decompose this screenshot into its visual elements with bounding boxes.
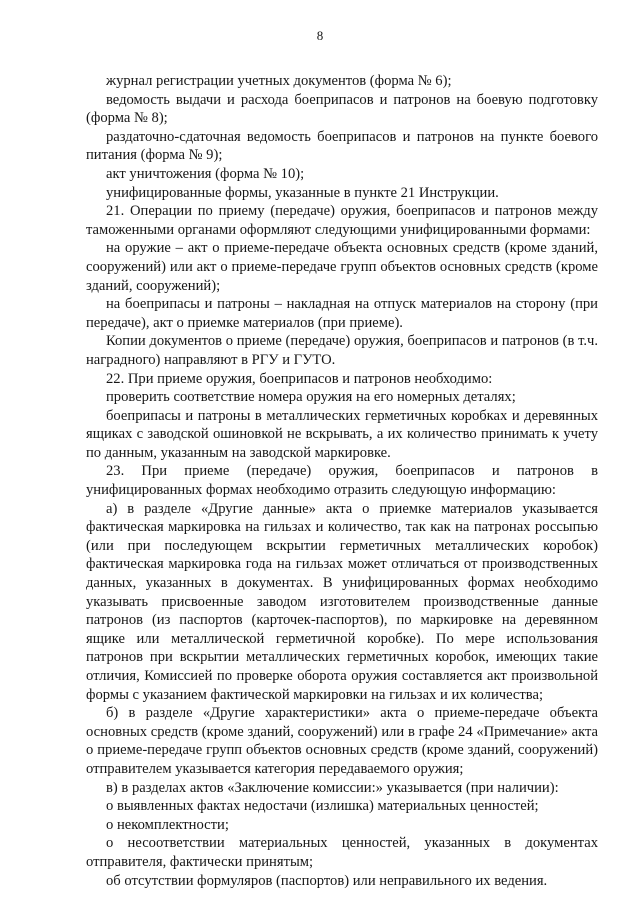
- paragraph: ведомость выдачи и расхода боеприпасов и патронов на боевую подготовку (форма № 8);: [86, 91, 598, 127]
- paragraph: раздаточно-сдаточная ведомость боеприпасов и патронов на пункте боевого питания (форма № 9);: [86, 128, 598, 164]
- paragraph: проверить соответствие номера оружия на его номерных деталях;: [106, 389, 516, 406]
- paragraph: а) в разделе «Другие данные» акта о приемке материалов указывается фактическая маркировка на гильзах и количество, так как на патронах россыпью (или при последующем вскрытии герметичных металлических коробок) фактическая маркировка года на гильзах может отличаться от производственных данных, указанных в документах. В унифицированных формах необходимо указывать присвоенные заводом изготовителем производственные данные патронов (из паспортов (карточек-паспортов), по маркировке на деревянном ящике или металлической герметичной коробке). По мере использования патронов при вскрытии металлических герметичных коробок, имеющих такие отличия, Комиссией по проверке оборота оружия составляется акт произвольной формы с указанием фактической маркировки на гильзах и их количества;: [86, 500, 598, 703]
- paragraph: о несоответствии материальных ценностей, указанных в документах отправителя, фактически принятым;: [86, 835, 598, 870]
- paragraph: на оружие – акт о приеме-передаче объекта основных средств (кроме зданий, сооружений) или акт о приеме-передаче групп объектов основных средств (кроме зданий, сооружений);: [86, 240, 598, 294]
- paragraph: боеприпасы и патроны в металлических герметичных коробках и деревянных ящиках с заводской ошиновкой не вскрывать, а их количество принимать к учету по данным, указанным на заводской маркировке.: [86, 407, 598, 461]
- paragraph: об отсутствии формуляров (паспортов) или неправильного их ведения.: [106, 872, 548, 889]
- paragraph: б) в разделе «Другие характеристики» акта о приеме-передаче объекта основных средств (кроме зданий, сооружений) или в графе 24 «Примечание» акта о приеме-передаче групп объектов основных средств (кроме зданий, сооружений) отправителем указывается категория передаваемого оружия;: [86, 705, 598, 777]
- paragraph: Копии документов о приеме (передаче) оружия, боеприпасов и патронов (в т.ч. наградного) направляют в РГУ и ГУТО.: [86, 333, 598, 368]
- paragraph: в) в разделах актов «Заключение комиссии:» указывается (при наличии):: [106, 779, 559, 796]
- paragraph: 21. Операции по приему (передаче) оружия, боеприпасов и патронов между таможенными органами оформляют следующими унифицированными формами:: [86, 203, 598, 238]
- paragraph: 23. При приеме (передаче) оружия, боеприпасов и патронов в унифицированных формах необходимо отразить следующую информацию:: [86, 463, 598, 499]
- paragraph: на боеприпасы и патроны – накладная на отпуск материалов на сторону (при передаче), акт о приемке материалов (при приеме).: [86, 296, 598, 331]
- paragraph: 22. При приеме оружия, боеприпасов и патронов необходимо:: [106, 370, 493, 387]
- paragraph: журнал регистрации учетных документов (форма № 6);: [106, 73, 452, 89]
- paragraph: акт уничтожения (форма № 10);: [106, 165, 305, 182]
- paragraph: о некомплектности;: [106, 816, 229, 833]
- paragraph: унифицированные формы, указанные в пункте 21 Инструкции.: [106, 184, 499, 201]
- paragraph: о выявленных фактах недостачи (излишка) материальных ценностей;: [106, 798, 539, 815]
- document-body: [86, 72, 598, 890]
- page-number: 8: [316, 28, 324, 43]
